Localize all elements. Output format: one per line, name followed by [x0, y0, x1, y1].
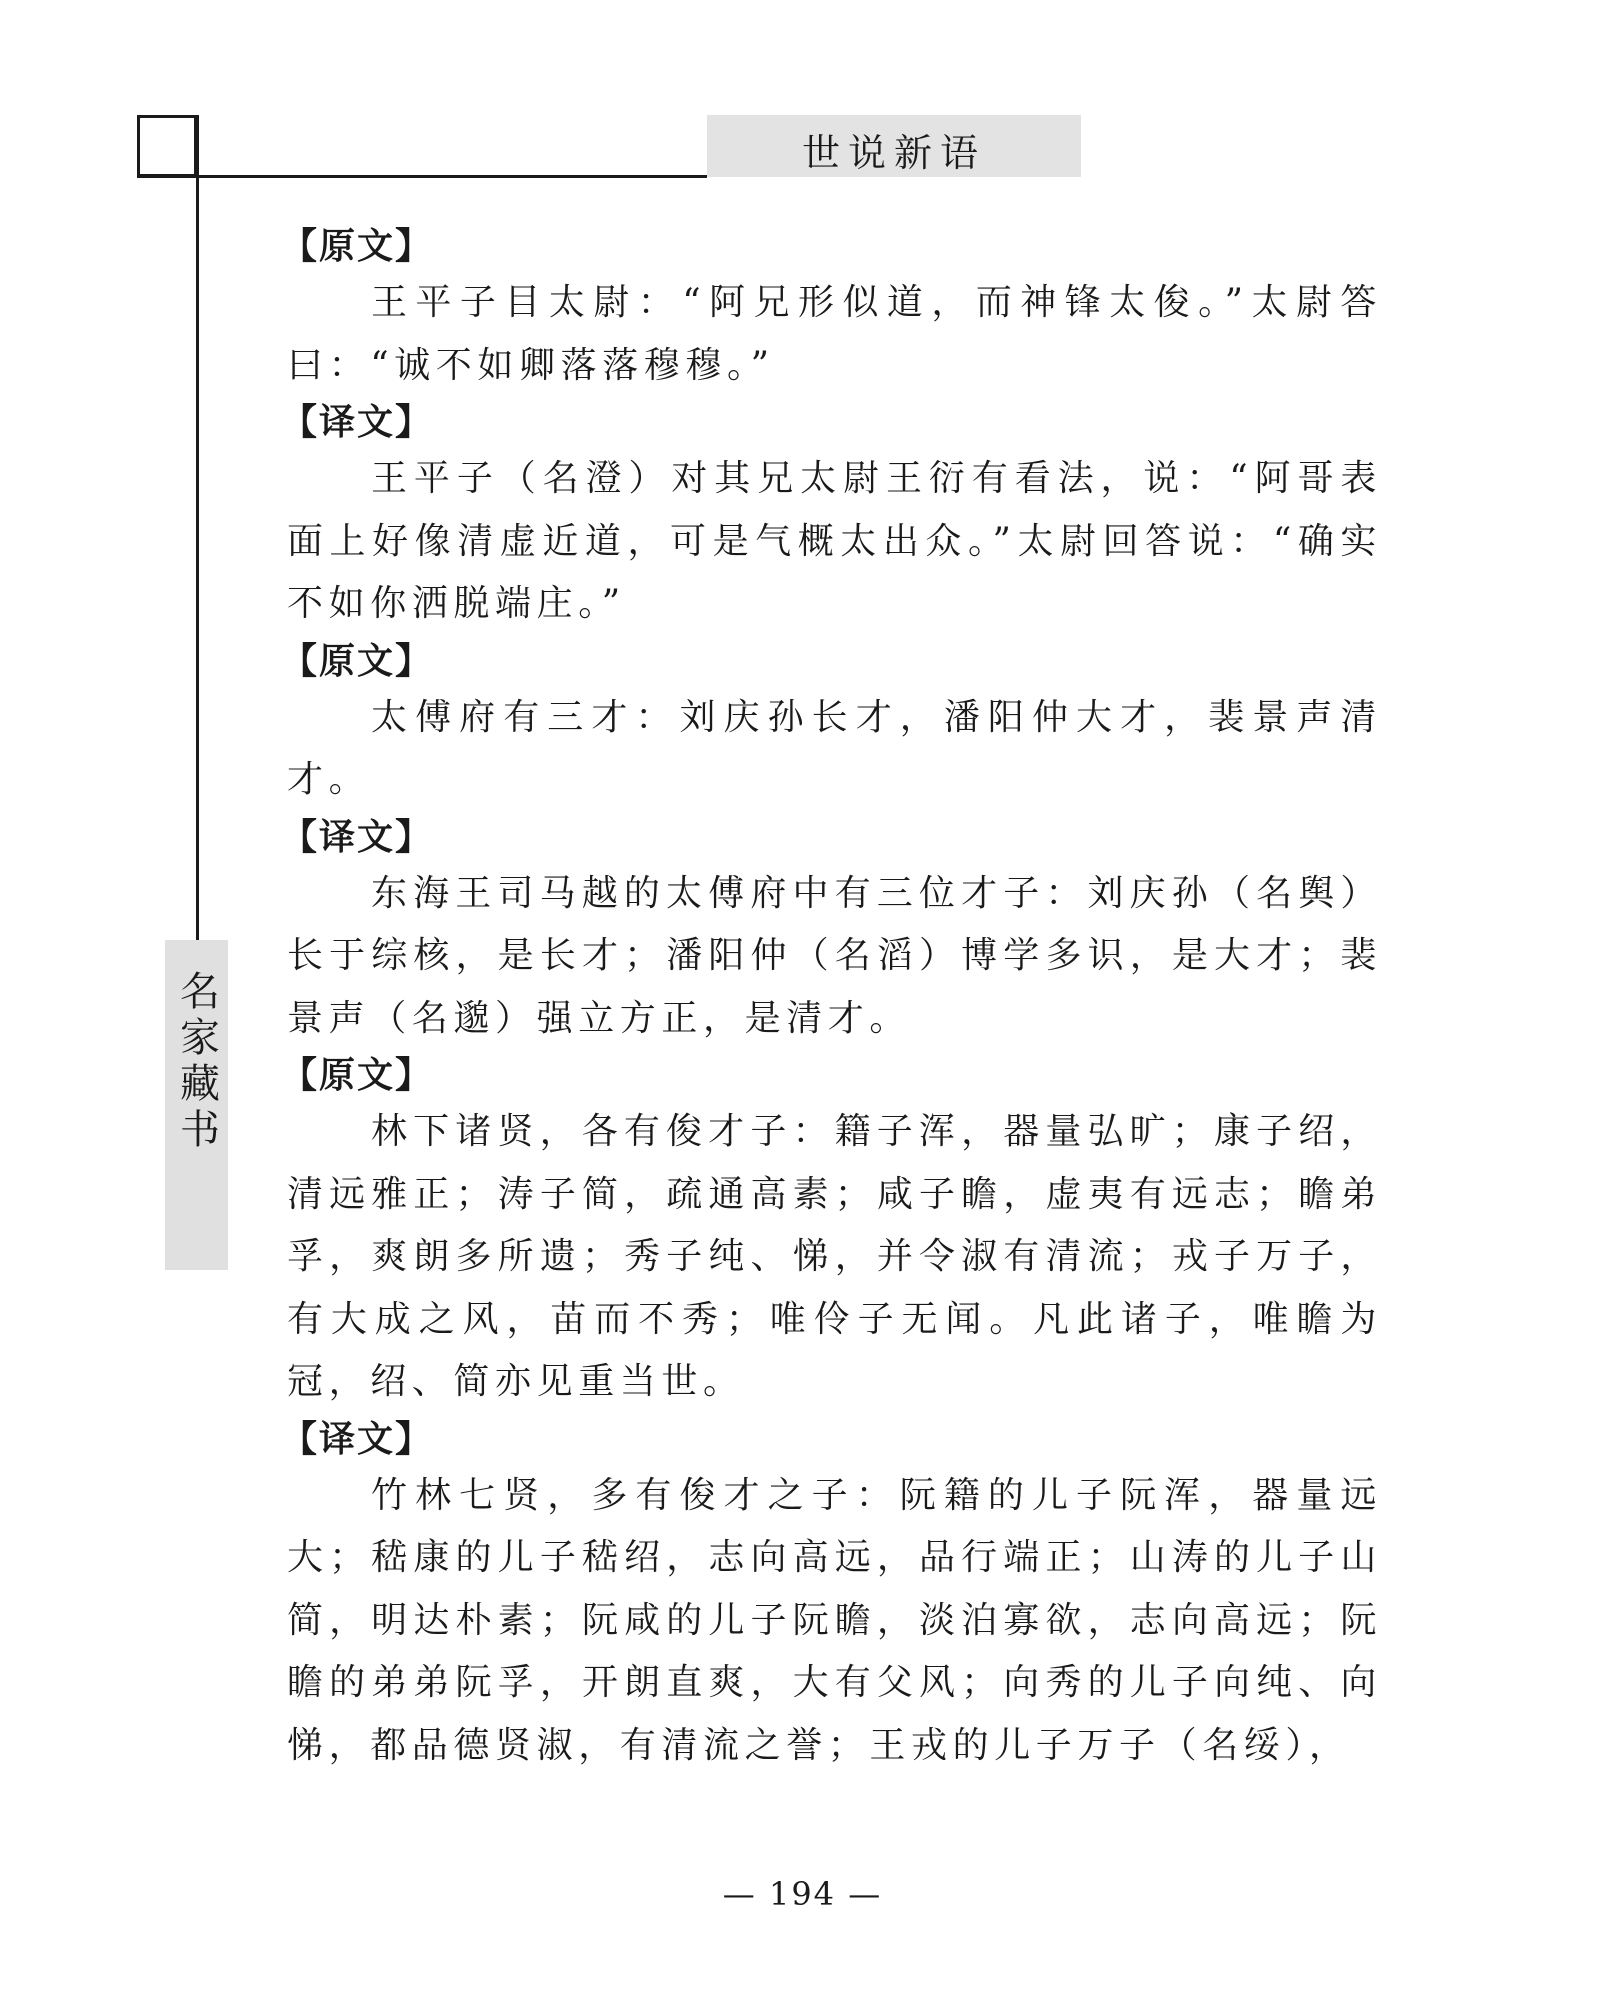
page-number: — 194 —	[722, 1875, 883, 1913]
side-tab	[165, 940, 228, 1270]
section-original-1	[281, 222, 1382, 397]
book-title-box	[707, 115, 1081, 177]
section-original-2	[281, 637, 1382, 812]
section-heading: 【原文】	[281, 640, 434, 682]
section-paragraph: 太傅府有三才：刘庆孙长才，潘阳仲大才，裴景声清才。	[287, 696, 1382, 800]
section-paragraph: 王平子（名澄）对其兄太尉王衍有看法，说：“阿哥表面上好像清虚近道，可是气概太出众。”太尉回答说：“确实不如你洒脱端庄。”	[287, 458, 1382, 624]
side-tab-label: 名家藏书	[173, 970, 220, 1154]
corner-box	[137, 115, 197, 177]
header-rule	[137, 175, 707, 178]
section-paragraph: 东海王司马越的太傅府中有三位才子：刘庆孙（名舆）长于综核，是长才；潘阳仲（名滔）博学多识，是大才；裴景声（名邈）强立方正，是清才。	[287, 872, 1382, 1039]
section-paragraph: 林下诸贤，各有俊才子：籍子浑，器量弘旷；康子绍，清远雅正；涛子简，疏通高素；咸子瞻，虚夷有远志；瞻弟孚，爽朗多所遗；秀子纯、悌，并令淑有清流；戎子万子，有大成之风，苗而不秀；唯伶子无闻。凡此诸子，唯瞻为冠，绍、简亦见重当世。	[287, 1111, 1382, 1402]
section-heading: 【译文】	[281, 816, 434, 858]
section-translation-2	[281, 813, 1382, 1051]
section-paragraph: 王平子目太尉：“阿兄形似道，而神锋太俊。”太尉答曰：“诚不如卿落落穆穆。”	[287, 282, 1382, 386]
section-heading: 【译文】	[281, 1418, 434, 1460]
section-translation-1	[281, 398, 1382, 636]
section-original-3	[281, 1051, 1382, 1414]
section-heading: 【原文】	[281, 226, 434, 267]
section-translation-3	[281, 1415, 1382, 1778]
section-heading: 【原文】	[281, 1055, 434, 1096]
vertical-rule	[196, 115, 199, 940]
main-content	[281, 222, 1382, 1778]
book-title: 世说新语	[801, 130, 986, 175]
section-paragraph: 竹林七贤，多有俊才之子：阮籍的儿子阮浑，器量远大；嵇康的儿子嵇绍，志向高远，品行端正；山涛的儿子山简，明达朴素；阮咸的儿子阮瞻，淡泊寡欲，志向高远；阮瞻的弟弟阮孚，开朗直爽，大有父风；向秀的儿子向纯、向悌，都品德贤淑，有清流之誉；王戎的儿子万子（名绥），	[287, 1474, 1382, 1766]
section-heading: 【译文】	[281, 402, 434, 443]
